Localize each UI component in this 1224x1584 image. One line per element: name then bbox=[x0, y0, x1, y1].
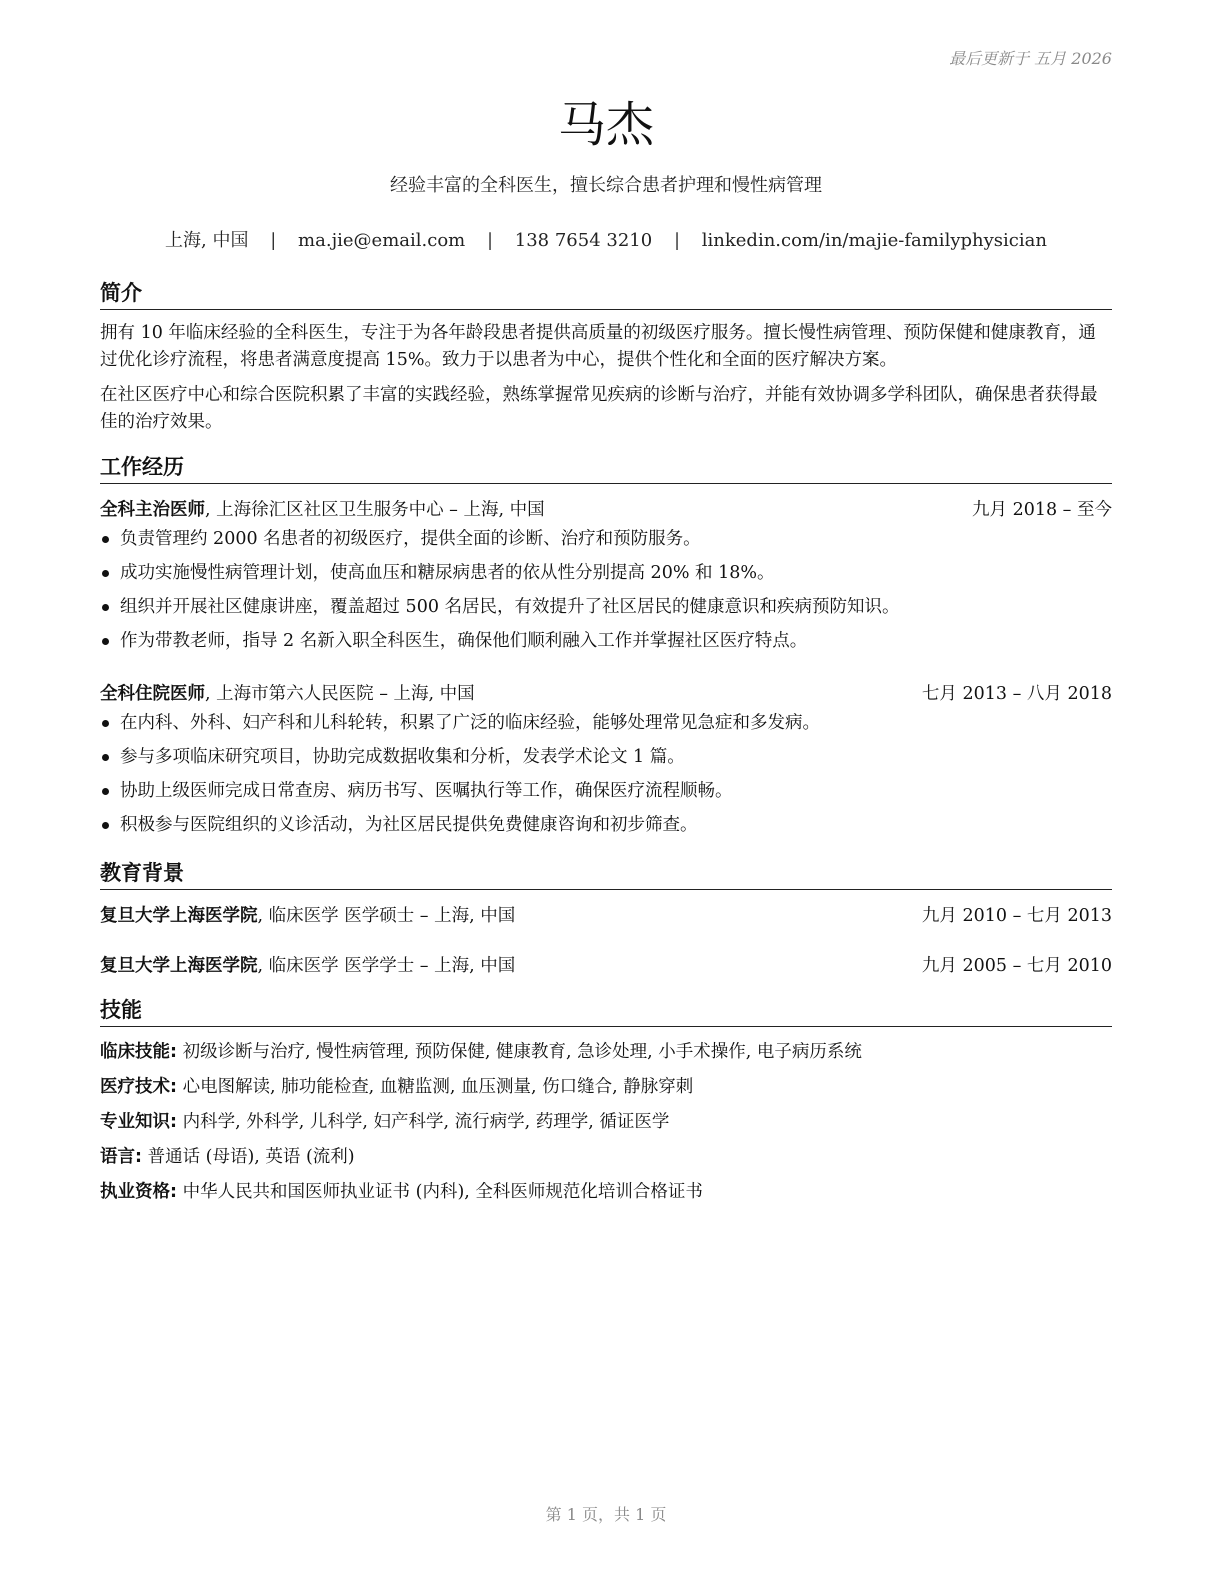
section-title-skills: 技能 bbox=[100, 994, 1112, 1027]
page-footer: 第 1 页，共 1 页 bbox=[545, 1505, 667, 1524]
education-title-line bbox=[100, 902, 515, 927]
skill-label: 语言: bbox=[100, 1147, 142, 1167]
skill-label: 专业知识: bbox=[100, 1112, 177, 1132]
job-org: , 上海徐汇区社区卫生服务中心 – 上海, 中国 bbox=[205, 500, 545, 520]
job-bullet: 在内科、外科、妇产科和儿科轮转，积累了广泛的临床经验，能够处理常见急症和多发病。 bbox=[100, 710, 1112, 744]
job-bullet: 作为带教老师，指导 2 名新入职全科医生，确保他们顺利融入工作并掌握社区医疗特点。 bbox=[100, 628, 1112, 662]
contact-phone[interactable]: 138 7654 3210 bbox=[514, 230, 653, 251]
job-org: , 上海市第六人民医院 – 上海, 中国 bbox=[205, 684, 475, 704]
skill-value: 内科学, 外科学, 儿科学, 妇产科学, 流行病学, 药理学, 循证医学 bbox=[177, 1112, 670, 1132]
education-school: 复旦大学上海医学院 bbox=[100, 956, 258, 976]
contact-separator: | bbox=[486, 230, 494, 251]
summary-paragraph-2: 在社区医疗中心和综合医院积累了丰富的实践经验，熟练掌握常见疾病的诊断与治疗，并能有效协调多学科团队，确保患者获得最佳的治疗效果。 bbox=[100, 385, 1098, 432]
education-dates: 九月 2005 – 七月 2010 bbox=[921, 956, 1112, 976]
job-role: 全科主治医师 bbox=[100, 500, 205, 520]
skill-value: 初级诊断与治疗, 慢性病管理, 预防保健, 健康教育, 急诊处理, 小手术操作, 电子病历系统 bbox=[177, 1042, 862, 1062]
job-bullets bbox=[100, 710, 1112, 846]
last-updated: 最后更新于 五月 2026 bbox=[949, 49, 1112, 68]
job-header bbox=[100, 680, 1112, 706]
job-bullets bbox=[100, 526, 1112, 662]
education-item bbox=[100, 902, 1112, 928]
job-dates: 九月 2018 – 至今 bbox=[972, 500, 1112, 520]
job-header bbox=[100, 496, 1112, 522]
skill-label: 执业资格: bbox=[100, 1182, 177, 1202]
summary-paragraph-1: 拥有 10 年临床经验的全科医生，专注于为各年龄段患者提供高质量的初级医疗服务。擅长慢性病管理、预防保健和健康教育，通过优化诊疗流程，将患者满意度提高 15%。致力于以患者为中心，提供个性化和全面的医疗解决方案。 bbox=[100, 323, 1096, 370]
section-title-experience: 工作经历 bbox=[100, 451, 1112, 484]
section-title-summary: 简介 bbox=[100, 277, 1112, 310]
resume-page bbox=[100, 0, 1112, 1584]
skill-row bbox=[100, 1073, 1112, 1101]
skill-label: 医疗技术: bbox=[100, 1077, 177, 1097]
job-bullet: 成功实施慢性病管理计划，使高血压和糖尿病患者的依从性分别提高 20% 和 18%。 bbox=[100, 560, 1112, 594]
tagline: 经验丰富的全科医生，擅长综合患者护理和慢性病管理 bbox=[390, 175, 822, 196]
education-title-line bbox=[100, 952, 515, 977]
contact-email[interactable]: ma.jie@email.com bbox=[298, 230, 466, 251]
contact-separator: | bbox=[270, 230, 277, 251]
education-item bbox=[100, 952, 1112, 978]
section-title-education: 教育背景 bbox=[100, 857, 1112, 890]
skill-row bbox=[100, 1178, 1112, 1206]
job-bullet: 协助上级医师完成日常查房、病历书写、医嘱执行等工作，确保医疗流程顺畅。 bbox=[100, 778, 1112, 812]
skill-row bbox=[100, 1108, 1112, 1136]
skill-label: 临床技能: bbox=[100, 1042, 177, 1062]
skill-value: 普通话 (母语), 英语 (流利) bbox=[142, 1147, 355, 1167]
job-title-line bbox=[100, 680, 475, 705]
education-detail: , 临床医学 医学硕士 – 上海, 中国 bbox=[257, 906, 516, 926]
job-title-line bbox=[100, 496, 545, 521]
education-detail: , 临床医学 医学学士 – 上海, 中国 bbox=[257, 956, 516, 976]
job-bullet: 积极参与医院组织的义诊活动，为社区居民提供免费健康咨询和初步筛查。 bbox=[100, 812, 1112, 846]
education-dates: 九月 2010 – 七月 2013 bbox=[921, 906, 1112, 926]
job-bullet: 组织并开展社区健康讲座，覆盖超过 500 名居民，有效提升了社区居民的健康意识和疾病预防知识。 bbox=[100, 594, 1112, 628]
contact-line bbox=[100, 226, 1112, 252]
contact-separator: | bbox=[673, 230, 681, 251]
education-school: 复旦大学上海医学院 bbox=[100, 906, 258, 926]
skill-value: 中华人民共和国医师执业证书 (内科), 全科医师规范化培训合格证书 bbox=[177, 1182, 703, 1202]
contact-linkedin[interactable]: linkedin.com/in/majie-familyphysician bbox=[701, 230, 1047, 251]
job-role: 全科住院医师 bbox=[100, 684, 205, 704]
candidate-name: 马杰 bbox=[557, 97, 654, 153]
skill-value: 心电图解读, 肺功能检查, 血糖监测, 血压测量, 伤口缝合, 静脉穿刺 bbox=[177, 1077, 694, 1097]
skill-row bbox=[100, 1038, 1112, 1066]
job-dates: 七月 2013 – 八月 2018 bbox=[921, 684, 1112, 704]
job-bullet: 参与多项临床研究项目，协助完成数据收集和分析，发表学术论文 1 篇。 bbox=[100, 744, 1112, 778]
job-bullet: 负责管理约 2000 名患者的初级医疗，提供全面的诊断、治疗和预防服务。 bbox=[100, 526, 1112, 560]
skill-row bbox=[100, 1143, 1112, 1171]
contact-location: 上海, 中国 bbox=[165, 230, 249, 251]
